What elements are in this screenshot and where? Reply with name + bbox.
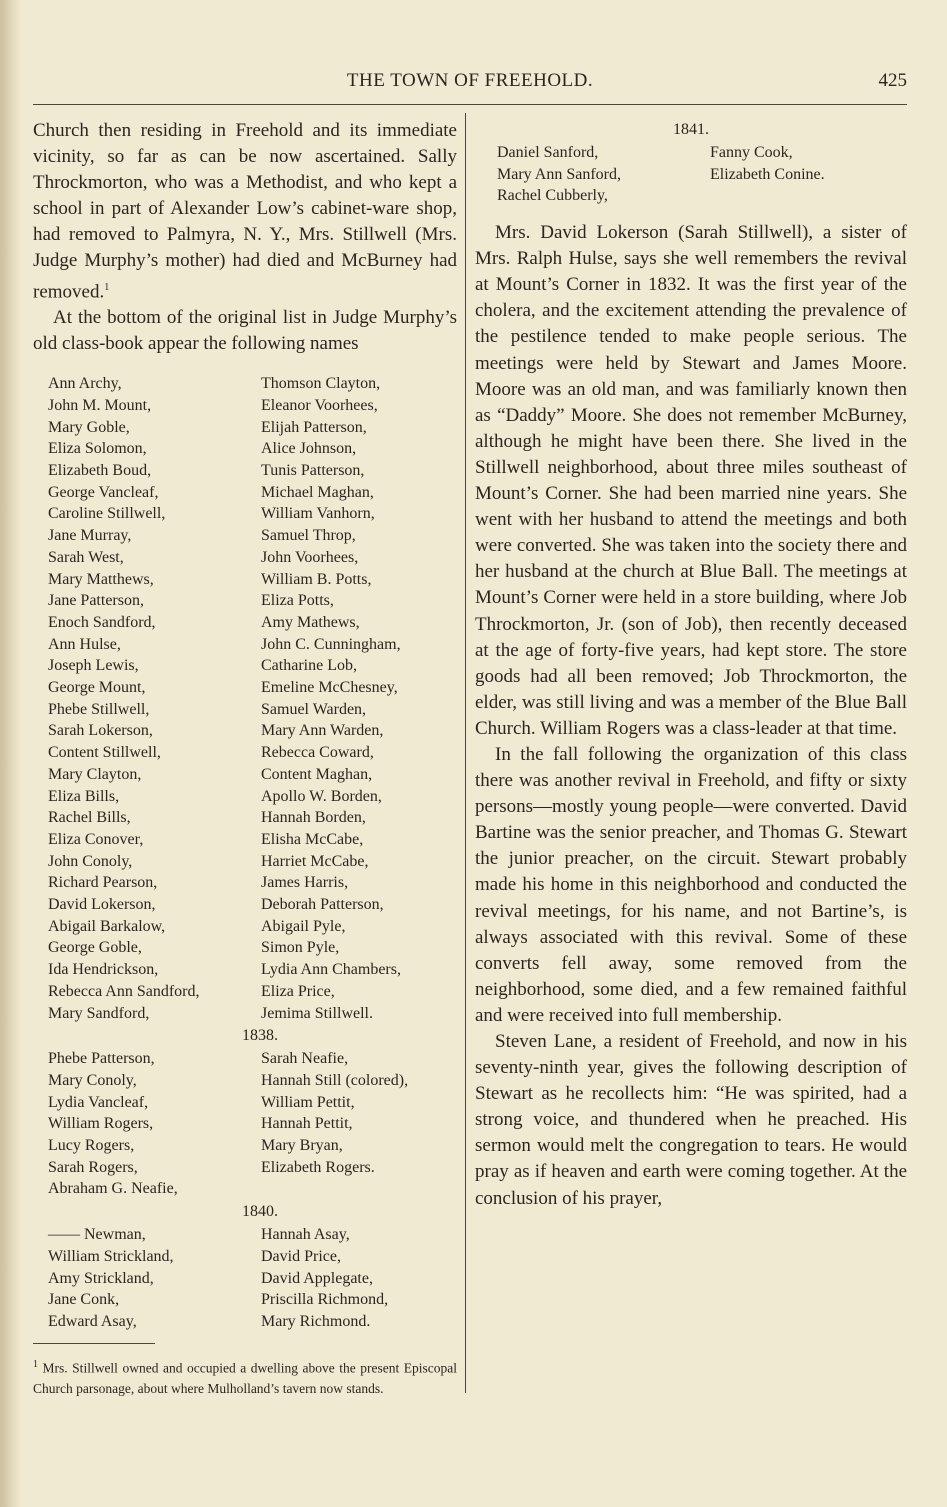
name-entry: Hannah Borden, — [261, 809, 366, 827]
class-list-names — [33, 373, 457, 1024]
name-entry: Elizabeth Rogers. — [261, 1158, 375, 1176]
name-entry: Catharine Lob, — [261, 657, 357, 675]
name-entry: Thomson Clayton, — [261, 375, 381, 393]
name-entry: Apollo W. Borden, — [261, 787, 382, 805]
name-entry: George Vancleaf, — [48, 483, 159, 501]
page-number: 425 — [878, 70, 907, 91]
name-entry: Eliza Bills, — [48, 787, 120, 805]
name-entry: Jane Patterson, — [48, 592, 144, 610]
name-entry: Jane Murray, — [48, 527, 132, 545]
name-entry: Elizabeth Conine. — [710, 165, 825, 183]
footnote-rule — [33, 1343, 155, 1344]
name-entry: Hannah Asay, — [261, 1226, 350, 1244]
name-entry: Mary Matthews, — [48, 570, 154, 588]
footnote-reference: 1 — [104, 281, 110, 293]
name-entry: William Vanhorn, — [261, 505, 375, 523]
names-1840 — [33, 1224, 457, 1333]
name-entry: John Voorhees, — [261, 548, 359, 566]
name-entry: Abraham G. Neafie, — [48, 1180, 178, 1198]
year-heading-1838: 1838. — [242, 1027, 278, 1045]
name-entry: Mary Ann Warden, — [261, 722, 384, 740]
name-entry: Samuel Warden, — [261, 700, 367, 718]
name-entry: John Conoly, — [48, 852, 133, 870]
name-entry: Joseph Lewis, — [48, 657, 139, 675]
name-entry: Hannah Pettit, — [261, 1115, 353, 1133]
name-entry: Samuel Throp, — [261, 527, 356, 545]
name-entry: Abigail Pyle, — [261, 917, 346, 935]
name-entry: Harriet McCabe, — [261, 852, 369, 870]
name-entry: Phebe Patterson, — [48, 1050, 155, 1068]
name-entry: Mary Clayton, — [48, 765, 142, 783]
name-entry: Mary Richmond. — [261, 1313, 371, 1330]
name-entry: Elijah Patterson, — [261, 418, 367, 436]
name-entry: Jane Conk, — [48, 1291, 120, 1309]
name-entry: Ann Archy, — [48, 375, 122, 393]
name-entry: Eleanor Voorhees, — [261, 396, 378, 414]
right-paragraph-3: Steven Lane, a resident of Freehold, and now in his seventy-ninth year, gives the following description of Stewart as he recollects him: “He was spirited, had a strong voice, and thundered when he preached. His sermon would melt the congregation to tears. He would pray as if heaven and earth were coming together. At the conclusion of his prayer, — [475, 1031, 907, 1209]
name-entry: William Strickland, — [48, 1247, 174, 1265]
name-entry: Jemima Stillwell. — [261, 1004, 373, 1022]
name-entry: Simon Pyle, — [261, 939, 340, 957]
left-paragraph-2: At the bottom of the original list in Judge Murphy’s old class-book appear the following names — [33, 306, 457, 355]
name-entry: Lydia Vancleaf, — [48, 1093, 149, 1111]
name-entry: Eliza Potts, — [261, 592, 334, 610]
left-column — [33, 118, 457, 1399]
footnote-mark: 1 — [33, 1358, 38, 1370]
name-entry: Rachel Cubberly, — [497, 187, 608, 205]
name-entry: Alice Johnson, — [261, 440, 357, 458]
name-entry: James Harris, — [261, 874, 349, 892]
name-entry: Elizabeth Boud, — [48, 461, 152, 479]
name-entry: Michael Maghan, — [261, 483, 374, 501]
name-entry: Ann Hulse, — [48, 635, 121, 653]
name-entry: Deborah Patterson, — [261, 896, 384, 914]
name-entry: Fanny Cook, — [710, 144, 793, 161]
name-entry: Ida Hendrickson, — [48, 961, 159, 979]
name-entry: Elisha McCabe, — [261, 830, 364, 848]
name-entry: John M. Mount, — [48, 396, 152, 414]
name-entry: Eliza Solomon, — [48, 440, 147, 458]
running-head: THE TOWN OF FREEHOLD. — [346, 70, 594, 91]
name-entry: Sarah West, — [48, 548, 124, 566]
name-entry: William B. Potts, — [261, 570, 372, 588]
name-entry: Eliza Price, — [261, 982, 335, 1000]
name-entry: William Pettit, — [261, 1093, 355, 1111]
name-entry — [261, 1178, 472, 1200]
name-entry: Mary Sandford, — [48, 1004, 150, 1022]
name-entry: Amy Mathews, — [261, 613, 360, 631]
name-entry: Richard Pearson, — [48, 874, 158, 892]
name-entry: Lydia Ann Chambers, — [261, 961, 401, 979]
name-entry: David Applegate, — [261, 1269, 373, 1287]
name-entry: Phebe Stillwell, — [48, 700, 150, 718]
name-entry: Sarah Lokerson, — [48, 722, 153, 740]
name-entry: Content Maghan, — [261, 765, 373, 783]
names-1841 — [475, 142, 907, 207]
page-edge-shadow — [0, 0, 22, 1507]
name-entry: Sarah Rogers, — [48, 1158, 138, 1176]
name-entry: Rebecca Coward, — [261, 744, 374, 762]
names-1838 — [33, 1048, 457, 1200]
name-entry: Tunis Patterson, — [261, 461, 365, 479]
name-entry: Edward Asay, — [48, 1313, 137, 1330]
name-entry: Mary Bryan, — [261, 1137, 343, 1155]
right-column — [475, 118, 907, 1212]
name-entry: Priscilla Richmond, — [261, 1291, 389, 1309]
name-entry: John C. Cunningham, — [261, 635, 401, 653]
name-entry: Daniel Sanford, — [497, 144, 599, 161]
name-entry: Mary Ann Sanford, — [497, 165, 621, 183]
name-entry: Sarah Neafie, — [261, 1050, 349, 1068]
right-paragraph-1: Mrs. David Lokerson (Sarah Stillwell), a sister of Mrs. Ralph Hulse, says she well remembers the revival at Mount’s Corner in 1832. It was the first year of the cholera, and the excitement attending the prevalence of the pestilence tended to make people serious. The meetings were held by Stewart and James Moore. Moore was an old man, and was familiarly known then as “Daddy” Moore. She does not remember McBurney, although he might have been there. She lived in the Stillwell neighborhood, about three miles southeast of Mount’s Corner. She had been married nine years. She went with her husband to attend the meetings and both were converted. She was taken into the society there and her husband at the church at Blue Ball. The meetings at Mount’s Corner were held in a store building, where Job Throckmorton, Jr. (son of Job), then recently deceased at the age of forty-five years, had kept store. The store goods had all been removed; Job Throckmorton, the elder, was still living and was a member of the Blue Ball Church. William Rogers was a class-leader at that time. — [475, 222, 907, 739]
header-rule — [33, 104, 907, 105]
name-entry: —— Newman, — [48, 1226, 146, 1244]
name-entry: Rebecca Ann Sandford, — [48, 982, 200, 1000]
footnote-text: Mrs. Stillwell owned and occupied a dwelling above the present Episcopal Church parsonage, about where Mulholland’s tavern now stands. — [33, 1360, 458, 1397]
footnote — [33, 1354, 457, 1400]
name-entry: Caroline Stillwell, — [48, 505, 166, 523]
name-entry: Eliza Conover, — [48, 830, 144, 848]
name-entry: Hannah Still (colored), — [261, 1071, 409, 1089]
name-entry: George Goble, — [48, 939, 142, 957]
page-header — [33, 70, 907, 98]
name-entry: Enoch Sandford, — [48, 613, 156, 631]
name-entry: Rachel Bills, — [48, 809, 131, 827]
name-entry — [710, 185, 910, 207]
year-heading-1841: 1841. — [673, 121, 709, 138]
name-entry: Mary Conoly, — [48, 1071, 137, 1089]
year-heading-1840: 1840. — [242, 1203, 278, 1221]
name-entry: Abigail Barkalow, — [48, 917, 166, 935]
right-paragraph-2: In the fall following the organization of this class there was another revival in Freehold, and fifty or sixty persons—mostly young people—were converted. David Bartine was the senior preacher, and Thomas G. Stewart the junior preacher, on the circuit. Stewart probably made his home in this neighborhood and conducted the revival meetings, for his name, and not Bartine’s, is always associated with this revival. Some of these converts fell away, some removed from the neighborhood, some died, and a few remained faithful and were received into full membership. — [475, 743, 907, 1026]
name-entry: David Lokerson, — [48, 896, 156, 914]
name-entry: Lucy Rogers, — [48, 1137, 135, 1155]
name-entry: Emeline McChesney, — [261, 679, 398, 697]
name-entry: Content Stillwell, — [48, 744, 161, 762]
name-entry: William Rogers, — [48, 1115, 154, 1133]
left-paragraph-1: Church then residing in Freehold and its immediate vicinity, so far as can be now ascertained. Sally Throckmorton, who was a Methodist, and who kept a school in part of Alexander Low’s cabinet-ware shop, had removed to Palmyra, N. Y., Mrs. Stillwell (Mrs. Judge Murphy’s mother) had died and McBurney had removed.$^1$ — [33, 120, 457, 302]
name-entry: George Mount, — [48, 679, 146, 697]
name-entry: David Price, — [261, 1247, 341, 1265]
name-entry: Mary Goble, — [48, 418, 130, 436]
name-entry: Amy Strickland, — [48, 1269, 154, 1287]
